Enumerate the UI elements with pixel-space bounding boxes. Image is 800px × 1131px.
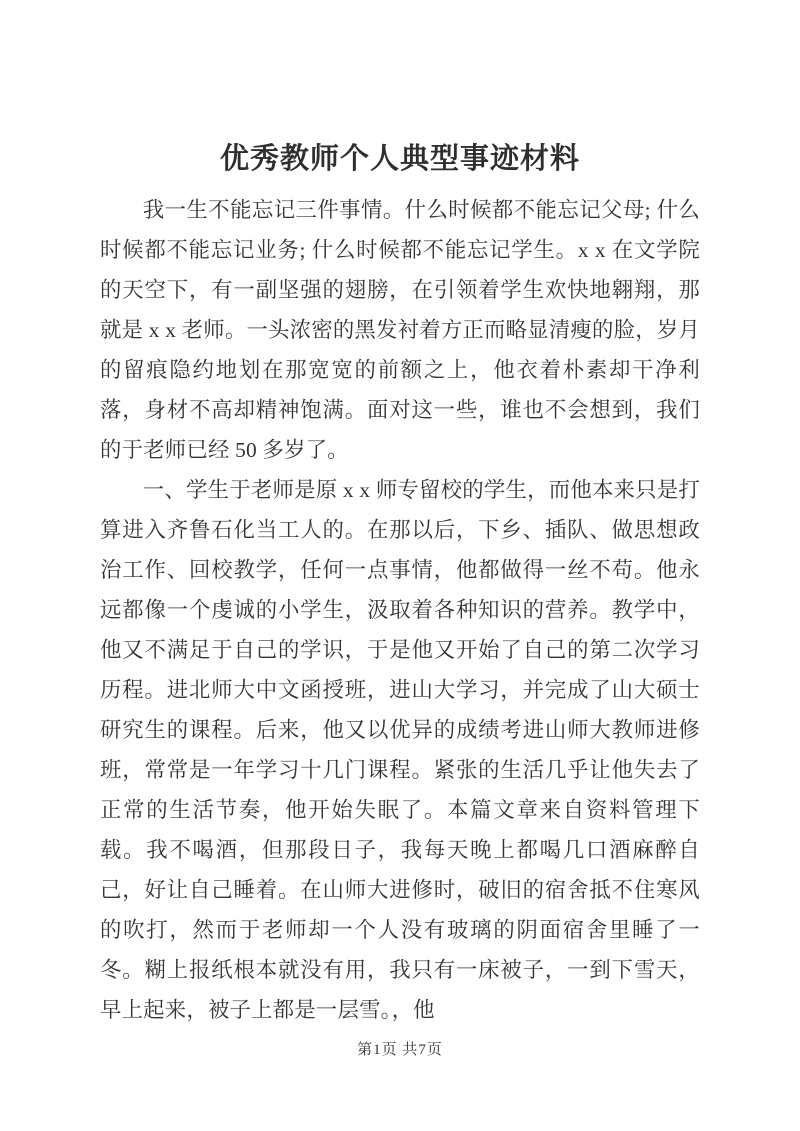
page-footer — [0, 1038, 800, 1059]
document-title: 优秀教师个人典型事迹材料 — [219, 143, 580, 175]
page-number-label: 第1页 共7页 — [357, 1042, 443, 1058]
document-content — [100, 136, 700, 1030]
paragraph-intro: 我一生不能忘记三件事情。什么时候都不能忘记父母; 什么时候都不能忘记业务; 什么时候都不能忘记学生。x x 在文学院的天空下，有一副坚强的翅膀，在引领着学生欢快地翱翔，那就是 x x 老师。一头浓密的黑发衬着方正而略显清瘦的脸，岁月的留痕隐约地划在那宽宽的前额之上，他衣着朴素却干净利落，身材不高却精神饱满。面对这一些，谁也不会想到，我们的于老师已经 50 多岁了。 — [100, 198, 700, 462]
paragraph-section-one: 一、学生于老师是原 x x 师专留校的学生，而他本来只是打算进入齐鲁石化当工人的。在那以后，下乡、插队、做思想政治工作、回校教学，任何一点事情，他都做得一丝不苟。他永远都像一个虔诚的小学生，汲取着各种知识的营养。教学中，他又不满足于自己的学识，于是他又开始了自己的第二次学习历程。进北师大中文函授班，进山大学习，并完成了山大硕士研究生的课程。后来，他又以优异的成绩考进山师大教师进修班，常常是一年学习十几门课程。紧张的生活几乎让他失去了正常的生活节奏，他开始失眠了。本篇文章来自资料管理下载。我不喝酒，但那段日子，我每天晚上都喝几口酒麻醉自己，好让自己睡着。在山师大进修时，破旧的宿舍抵不住寒风的吹打，然而于老师却一个人没有玻璃的阴面宿舍里睡了一冬。糊上报纸根本就没有用，我只有一床被子，一到下雪天，早上起来，被子上都是一层雪。，他 — [100, 478, 700, 1022]
